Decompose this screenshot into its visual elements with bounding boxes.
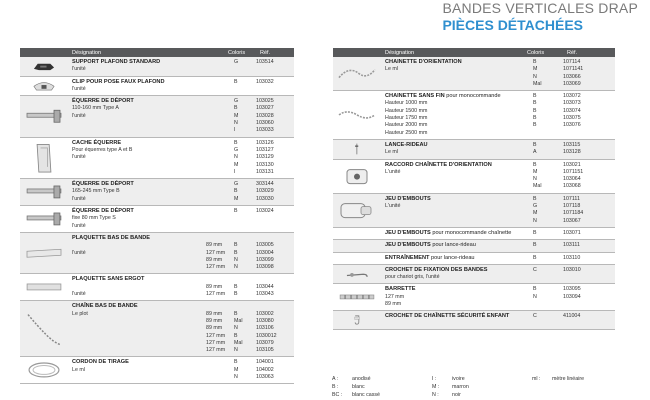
offset-bracket-icon <box>22 209 66 229</box>
part-color-code: B <box>234 283 238 290</box>
part-color-code: B <box>533 59 537 65</box>
part-size: 89 mm <box>206 256 223 263</box>
part-size: 89 mm <box>206 317 223 324</box>
part-color-code: M <box>234 161 239 168</box>
part-reference: 103110 <box>563 254 581 261</box>
parts-row <box>333 91 615 140</box>
legend-value: anodisé <box>352 376 371 382</box>
part-size: 89 mm <box>206 310 223 317</box>
bar-icon <box>335 287 379 307</box>
part-name: JEU D'EMBOUTS <box>385 195 431 202</box>
part-name: CHAINETTE D'ORIENTATION <box>385 59 462 65</box>
part-reference: 107111 <box>563 195 580 202</box>
part-color-code: B <box>234 105 238 112</box>
parts-row <box>20 96 294 138</box>
part-name: CROCHET DE CHAÎNETTE SÉCURITÉ ENFANT <box>385 313 510 320</box>
part-color-code: N <box>533 217 537 224</box>
part-color-code: M <box>533 168 538 175</box>
part-reference: 103106 <box>256 325 274 332</box>
part-name: JEU D'EMBOUTS pour lance-rideau <box>385 242 476 249</box>
parts-row <box>20 179 294 206</box>
part-reference: 103029 <box>256 188 274 195</box>
part-reference: 411004 <box>563 313 581 320</box>
part-name: SUPPORT PLAFOND STANDARD <box>72 59 161 65</box>
part-description: Le ml <box>385 149 398 156</box>
part-description: L'unité <box>385 168 401 175</box>
part-reference: 107114 <box>563 59 581 65</box>
offset-bracket-icon <box>22 182 66 202</box>
chain-connector-icon <box>335 163 379 190</box>
parts-row <box>20 274 294 301</box>
part-color-code: B <box>533 100 537 107</box>
part-reference: 103069 <box>563 80 581 87</box>
part-color-code: B <box>234 332 238 339</box>
legend-value: ivoire <box>452 376 465 382</box>
part-description: Le plot <box>72 310 88 317</box>
parts-row <box>333 253 615 265</box>
parts-row <box>333 284 615 311</box>
part-description: fixe 80 mm Type S <box>72 215 116 222</box>
part-reference: 103079 <box>256 339 274 346</box>
part-reference: 103127 <box>256 146 274 153</box>
part-color-code: N <box>533 293 537 300</box>
part-color-code: I <box>234 168 236 175</box>
part-description: l'unité <box>72 249 86 256</box>
legend-key: BC : <box>332 392 343 398</box>
part-color-code: M <box>234 112 239 119</box>
part-reference: 103063 <box>256 374 274 381</box>
part-description: l'unité <box>72 195 86 202</box>
part-reference: 103021 <box>563 161 581 168</box>
part-description: Le ml <box>385 66 398 73</box>
parts-row <box>333 140 615 160</box>
part-name: ÉQUERRE DE DÉPORT <box>72 208 134 215</box>
part-description: 165-245 mm Type B <box>72 188 120 195</box>
part-name: PLAQUETTE SANS ERGOT <box>72 276 145 283</box>
parts-row <box>333 228 615 240</box>
part-color-code: Mal <box>234 317 243 324</box>
part-color-code: A <box>533 149 537 156</box>
right-parts-table <box>333 48 615 330</box>
bottom-plate-icon <box>22 236 66 271</box>
part-color-code: M <box>533 210 538 217</box>
part-color-code: G <box>234 98 239 105</box>
legend-key: B : <box>332 384 339 390</box>
part-reference: 103514 <box>256 59 274 65</box>
part-reference: 103060 <box>256 120 274 127</box>
legend-key: M : <box>432 384 440 390</box>
part-reference: 104002 <box>256 366 274 373</box>
part-name: CROCHET DE FIXATION DES BANDES <box>385 266 488 273</box>
part-reference: 103030 <box>256 195 274 202</box>
part-reference: 103066 <box>563 73 581 80</box>
column-header-ref: Réf. <box>260 49 271 56</box>
part-description: Hauteur 2500 mm <box>385 129 428 136</box>
part-size: 89 mm <box>206 242 223 249</box>
part-color-code: N <box>533 176 537 183</box>
part-reference: 103043 <box>256 291 274 298</box>
part-name: CORDON DE TIRAGE <box>72 359 129 366</box>
hook-icon <box>335 268 379 281</box>
part-color-code: B <box>533 229 537 236</box>
part-color-code: B <box>234 310 238 317</box>
part-color-code: B <box>533 161 537 168</box>
part-name: ENTRAÎNEMENT pour lance-rideau <box>385 254 475 261</box>
part-reference: 1071141 <box>563 66 584 73</box>
parts-row <box>20 301 294 357</box>
part-description: l'unité <box>72 85 86 92</box>
part-color-code: B <box>533 107 537 114</box>
part-reference: 103094 <box>563 293 581 300</box>
part-name: RACCORD CHAÎNETTE D'ORIENTATION <box>385 161 492 168</box>
part-reference: 103072 <box>563 93 581 100</box>
part-color-code: M <box>234 366 239 373</box>
part-reference: 103130 <box>256 161 274 168</box>
parts-row <box>20 77 294 97</box>
part-description: l'unité <box>72 154 86 161</box>
part-color-code: M <box>533 66 538 73</box>
part-color-code: N <box>234 154 238 161</box>
part-reference: 1071151 <box>563 168 584 175</box>
part-reference: 103095 <box>563 286 581 293</box>
part-name: CHAÎNE BAS DE BANDE <box>72 303 138 310</box>
part-color-code: B <box>234 78 238 85</box>
part-size: 89 mm <box>206 283 223 290</box>
legend-value: blanc <box>352 384 365 390</box>
part-color-code: G <box>533 203 538 210</box>
part-reference: 103076 <box>563 122 581 129</box>
part-color-code: N <box>234 325 238 332</box>
part-color-code: M <box>234 195 239 202</box>
part-color-code: N <box>234 120 238 127</box>
part-reference: 103129 <box>256 154 274 161</box>
part-description: l'unité <box>72 112 86 119</box>
part-color-code: Mal <box>533 183 542 190</box>
parts-row <box>333 240 615 252</box>
part-color-code: B <box>234 291 238 298</box>
part-color-code: B <box>533 141 537 148</box>
part-reference: 103131 <box>256 168 274 175</box>
part-description: Hauteur 1000 mm <box>385 100 428 107</box>
part-color-code: B <box>533 286 537 293</box>
part-color-code: N <box>234 374 238 381</box>
part-reference: 103126 <box>256 139 274 146</box>
part-color-code: B <box>234 188 238 195</box>
safety-hook-icon <box>335 314 379 326</box>
part-color-code: N <box>234 347 238 354</box>
part-color-code: B <box>234 249 238 256</box>
part-reference: 103032 <box>256 78 274 85</box>
legend-key: I : <box>432 376 437 382</box>
plate-icon <box>22 277 66 297</box>
part-description: 110-160 mm Type A <box>72 105 119 112</box>
part-reference: 103005 <box>256 242 274 249</box>
offset-bracket-icon <box>22 99 66 134</box>
part-reference: 103024 <box>256 208 274 215</box>
part-color-code: I <box>234 127 236 134</box>
part-size: 127 mm <box>206 291 226 298</box>
parts-row <box>333 311 615 330</box>
clip-icon <box>22 80 66 93</box>
part-name: CHAINETTE SANS FIN pour monocommande <box>385 93 501 100</box>
part-reference: 103002 <box>256 310 274 317</box>
part-description: 127 mm <box>385 293 405 300</box>
bottom-chain-icon <box>22 304 66 353</box>
part-description: l'unité <box>72 66 86 73</box>
part-description: Hauteur 1500 mm <box>385 107 428 114</box>
part-color-code: G <box>234 181 239 188</box>
part-reference: 103099 <box>256 256 274 263</box>
parts-row <box>333 57 615 91</box>
part-reference: 103033 <box>256 127 274 134</box>
column-header-designation: Désignation <box>385 49 415 56</box>
part-reference: 104001 <box>256 359 274 366</box>
legend-value: marron <box>452 384 469 390</box>
part-description: Pour équerres type A et B <box>72 146 133 153</box>
part-reference: 103027 <box>256 105 274 112</box>
part-color-code: C <box>533 313 537 320</box>
parts-row <box>20 138 294 180</box>
part-name: BARRETTE <box>385 286 416 293</box>
bracket-icon <box>22 60 66 73</box>
part-description: l'unité <box>72 222 86 229</box>
part-size: 89 mm <box>206 325 223 332</box>
part-reference: 103128 <box>563 149 581 156</box>
legend-key: N : <box>432 392 439 398</box>
wand-icon <box>335 143 379 156</box>
legend-value: blanc cassé <box>352 392 380 398</box>
part-color-code: B <box>533 242 537 249</box>
legend-key: A : <box>332 376 339 382</box>
orientation-chain-icon <box>335 60 379 87</box>
parts-row <box>20 233 294 275</box>
part-name: CACHE ÉQUERRE <box>72 139 122 146</box>
end-caps-icon <box>335 197 379 224</box>
part-color-code: B <box>533 195 537 202</box>
column-header-designation: Désignation <box>72 49 102 56</box>
part-color-code: B <box>234 242 238 249</box>
part-color-code: C <box>533 266 537 273</box>
parts-row <box>333 194 615 228</box>
part-size: 127 mm <box>206 249 226 256</box>
part-reference: 103064 <box>563 176 581 183</box>
part-color-code: B <box>234 359 238 366</box>
part-reference: 103010 <box>563 266 581 273</box>
part-reference: 103044 <box>256 283 274 290</box>
legend-value: mètre linéaire <box>552 376 585 382</box>
cord-icon <box>22 360 66 380</box>
part-color-code: G <box>234 59 239 65</box>
part-description: Le ml <box>72 366 85 373</box>
part-color-code: Mal <box>234 339 243 346</box>
part-reference: 103004 <box>256 249 274 256</box>
parts-row <box>333 160 615 194</box>
part-reference: 303144 <box>256 181 274 188</box>
parts-row <box>333 265 615 285</box>
part-name: PLAQUETTE BAS DE BANDE <box>72 234 151 241</box>
part-color-code: B <box>533 122 537 129</box>
part-color-code: B <box>234 208 238 215</box>
column-header-ref: Réf. <box>567 49 578 56</box>
part-reference: 103075 <box>563 115 581 122</box>
parts-row <box>20 357 294 384</box>
part-reference: 103025 <box>256 98 274 105</box>
parts-row <box>20 206 294 233</box>
part-color-code: Mal <box>533 80 542 87</box>
part-color-code: B <box>234 139 238 146</box>
column-header-coloris: Coloris <box>527 49 545 56</box>
table-header <box>20 48 294 57</box>
part-reference: 103115 <box>563 141 581 148</box>
part-name: LANCE-RIDEAU <box>385 141 428 148</box>
legend-key: ml : <box>532 376 541 382</box>
part-description: l'unité <box>72 291 86 298</box>
part-description: 89 mm <box>385 301 402 308</box>
part-name: ÉQUERRE DE DÉPORT <box>72 181 134 188</box>
part-reference: 103067 <box>563 217 581 224</box>
part-reference: 103071 <box>563 229 581 236</box>
part-color-code: N <box>533 73 537 80</box>
part-reference: 103068 <box>563 183 581 190</box>
part-name: CLIP POUR POSE FAUX PLAFOND <box>72 78 165 85</box>
part-color-code: N <box>234 264 238 271</box>
part-reference: 103028 <box>256 112 274 119</box>
part-color-code: B <box>533 254 537 261</box>
part-reference: 103111 <box>563 242 580 249</box>
parts-row <box>20 57 294 77</box>
part-size: 127 mm <box>206 347 226 354</box>
table-header <box>333 48 615 57</box>
page-header <box>442 0 638 34</box>
part-color-code: N <box>234 256 238 263</box>
part-description: L'unité <box>385 203 401 210</box>
part-name: JEU D'EMBOUTS pour monocommande chaînette <box>385 229 512 236</box>
part-description: pour chariot gris, l'unité <box>385 274 440 281</box>
part-name: ÉQUERRE DE DÉPORT <box>72 98 134 105</box>
part-color-code: B <box>533 115 537 122</box>
part-reference: 103098 <box>256 264 274 271</box>
left-parts-table <box>20 48 294 384</box>
part-reference: 1030012 <box>256 332 277 339</box>
part-reference: 103080 <box>256 317 274 324</box>
part-size: 127 mm <box>206 264 226 271</box>
page-title: BANDES VERTICALES DRAP <box>442 0 638 16</box>
part-reference: 103073 <box>563 100 581 107</box>
part-description: Hauteur 1750 mm <box>385 115 428 122</box>
part-size: 127 mm <box>206 339 226 346</box>
legend-value: noir <box>452 392 461 398</box>
part-reference: 103105 <box>256 347 274 354</box>
part-color-code: B <box>533 93 537 100</box>
part-reference: 103074 <box>563 107 581 114</box>
part-reference: 1071184 <box>563 210 584 217</box>
column-header-coloris: Coloris <box>228 49 246 56</box>
part-size: 127 mm <box>206 332 226 339</box>
page-subtitle: PIÈCES DÉTACHÉES <box>442 17 583 33</box>
bracket-cover-icon <box>22 141 66 176</box>
endless-chain-icon <box>335 94 379 136</box>
part-reference: 107118 <box>563 203 581 210</box>
part-description: Hauteur 2000 mm <box>385 122 428 129</box>
part-color-code: G <box>234 146 239 153</box>
